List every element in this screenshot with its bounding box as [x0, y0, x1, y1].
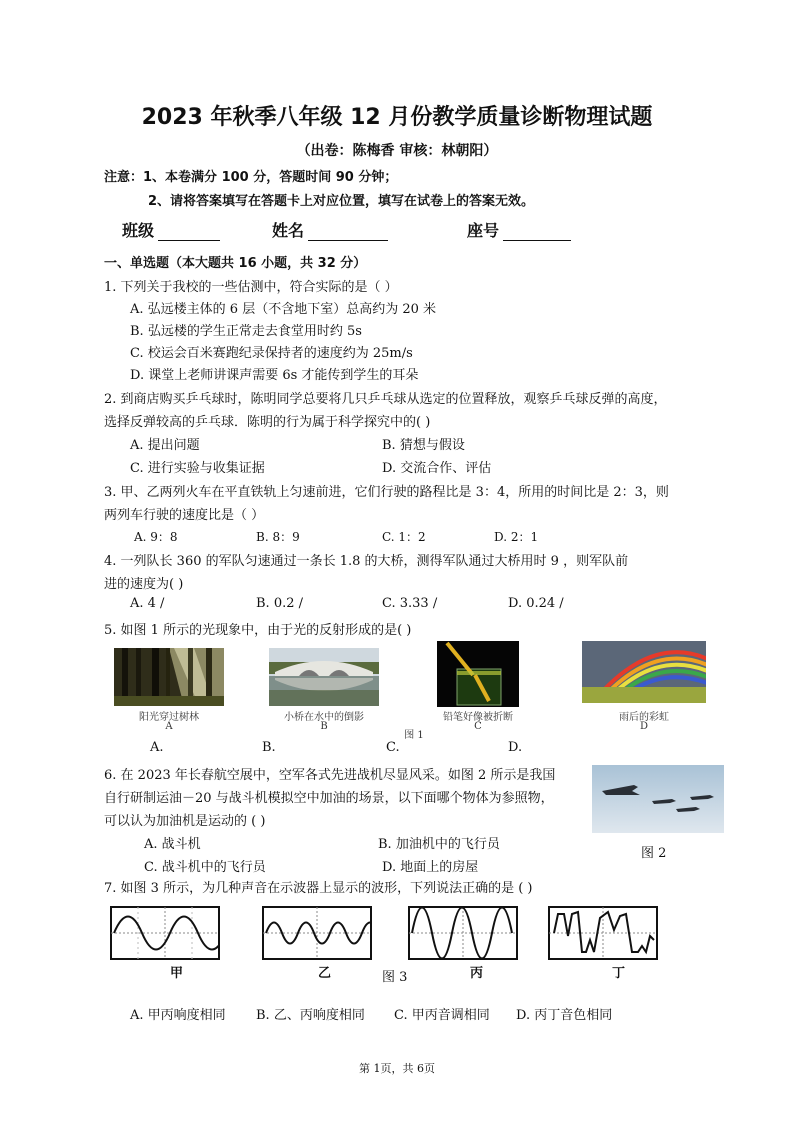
q6-stem-line2: 自行研制运油－20 与战斗机模拟空中加油的场景，以下面哪个物体为参照物，: [104, 791, 554, 806]
q2-stem-line1: 2. 到商店购买乒乓球时，陈明同学总要将几只乒乓球从选定的位置释放，观察乒乓球反弹的高度，: [104, 392, 667, 407]
forest-light-photo: [114, 648, 224, 706]
fig1-caption-d: 雨后的彩虹: [619, 712, 669, 723]
q4-option-a: A. 4 /: [130, 596, 165, 611]
fig1-caption-b: 小桥在水中的倒影: [284, 712, 364, 723]
fig1-caption-c: 铅笔好像被折断: [443, 712, 513, 723]
q4-option-b: B. 0.2 /: [256, 596, 304, 611]
q3-option-d: D. 2：1: [494, 530, 539, 544]
q6-stem-line1: 6. 在 2023 年长春航空展中，空军各式先进战机尽显风采。如图 2 所示是我国: [104, 768, 556, 783]
q1-option-a: A. 弘远楼主体的 6 层（不含地下室）总高约为 20 米: [130, 302, 436, 317]
waveform-yi: [262, 906, 372, 960]
q6-stem-line3: 可以认为加油机是运动的 ( ): [104, 814, 266, 829]
q3-option-c: C. 1：2: [382, 530, 426, 544]
section-1-heading: 一、单选题（本大题共 16 小题，共 32 分）: [104, 256, 367, 271]
q7-option-a: A. 甲丙响度相同: [130, 1008, 226, 1023]
refueling-aircraft-photo: [592, 765, 724, 833]
seat-field: [467, 218, 571, 241]
q3-stem-line1: 3. 甲、乙两列火车在平直铁轨上匀速前进，它们行驶的路程比是 3：4，所用的时间比是 2：3，则: [104, 485, 669, 500]
q1-option-d: D. 课堂上老师讲课声需要 6s 才能传到学生的耳朵: [130, 368, 419, 383]
fig2-label: 图 2: [641, 846, 667, 861]
q7-stem: 7. 如图 3 所示，为几种声音在示波器上显示的波形，下列说法正确的是 ( ): [104, 881, 533, 896]
q2-stem-line2: 选择反弹较高的乒乓球．陈明的行为属于科学探究中的( ): [104, 415, 431, 430]
waveform-label-yi: 乙: [318, 966, 332, 981]
pencil-refraction-photo: [437, 641, 519, 707]
q1-option-c: C. 校运会百米赛跑纪录保持者的速度约为 25m/s: [130, 346, 413, 361]
name-field: [272, 218, 388, 241]
waveform-ding: [548, 906, 658, 960]
q5-answer-c: C.: [386, 740, 400, 755]
q5-answer-d: D.: [508, 740, 523, 755]
fig1-letter-a: A: [165, 721, 173, 732]
q7-option-d: D. 丙丁音色相同: [516, 1008, 613, 1023]
name-label: 姓名: [272, 221, 305, 240]
name-blank[interactable]: [308, 224, 388, 241]
fig1-caption-a: 阳光穿过树林: [139, 712, 199, 723]
q4-option-c: C. 3.33 /: [382, 596, 438, 611]
class-blank[interactable]: [158, 224, 220, 241]
page-subtitle: （出卷：陈梅香 审核：林朝阳）: [296, 143, 498, 159]
seat-label: 座号: [467, 221, 500, 240]
fig1-letter-d: D: [639, 721, 649, 732]
q6-option-b: B. 加油机中的飞行员: [378, 837, 500, 852]
waveform-label-jia: 甲: [170, 966, 184, 981]
q6-option-c: C. 战斗机中的飞行员: [144, 860, 266, 875]
q6-option-d: D. 地面上的房屋: [382, 860, 479, 875]
waveform-label-ding: 丁: [612, 966, 626, 981]
rainbow-photo: [582, 641, 706, 703]
q1-stem: 1. 下列关于我校的一些估测中，符合实际的是（ ）: [104, 280, 398, 295]
q5-answer-b: B.: [262, 740, 276, 755]
page-footer: 第 1页，共 6页: [359, 1062, 435, 1075]
fig1-label: 图 1: [404, 730, 424, 741]
q3-stem-line2: 两列车行驶的速度比是（ ）: [104, 508, 265, 523]
q2-option-d: D. 交流合作、评估: [382, 461, 492, 476]
q4-stem-line1: 4. 一列队长 360 的军队匀速通过一条长 1.8 的大桥，测得军队通过大桥用时 9 ，则军队前: [104, 554, 629, 569]
q7-option-c: C. 甲丙音调相同: [394, 1008, 490, 1023]
q1-option-b: B. 弘远楼的学生正常走去食堂用时约 5s: [130, 324, 362, 339]
note-1: 注意：1、本卷满分 100 分，答题时间 90 分钟；: [104, 170, 398, 185]
q4-stem-line2: 进的速度为( ): [104, 577, 184, 592]
bridge-reflection-photo: [269, 648, 379, 706]
fig3-label: 图 3: [382, 970, 408, 985]
q2-option-a: A. 提出问题: [130, 438, 200, 453]
q5-answer-a: A.: [150, 740, 164, 755]
q7-option-b: B. 乙、丙响度相同: [256, 1008, 365, 1023]
q4-option-d: D. 0.24 /: [508, 596, 564, 611]
q5-stem: 5. 如图 1 所示的光现象中，由于光的反射形成的是( ): [104, 623, 412, 638]
waveform-bing: [408, 906, 518, 960]
q6-option-a: A. 战斗机: [144, 837, 201, 852]
class-label: 班级: [122, 221, 155, 240]
q3-option-a: A. 9：8: [134, 530, 178, 544]
fig1-letter-c: C: [474, 721, 482, 732]
q2-option-b: B. 猜想与假设: [382, 438, 465, 453]
seat-blank[interactable]: [503, 224, 571, 241]
fig1-letter-b: B: [320, 721, 328, 732]
page-title: 2023 年秋季八年级 12 月份教学质量诊断物理试题: [141, 105, 653, 130]
note-2: 2、请将答案填写在答题卡上对应位置，填写在试卷上的答案无效。: [148, 194, 535, 209]
q3-option-b: B. 8：9: [256, 530, 300, 544]
class-field: [122, 218, 220, 241]
q2-option-c: C. 进行实验与收集证据: [130, 461, 265, 476]
waveform-label-bing: 丙: [470, 966, 484, 981]
waveform-jia: [110, 906, 220, 960]
